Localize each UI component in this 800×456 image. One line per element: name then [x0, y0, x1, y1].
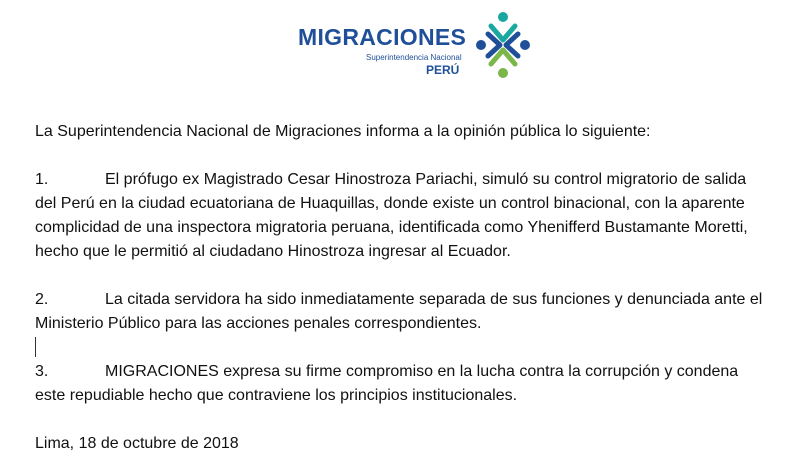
numbered-item-1 — [35, 168, 765, 264]
text-cursor — [35, 337, 36, 357]
item-number: 1. — [35, 171, 49, 188]
numbered-item-2 — [35, 288, 765, 336]
communique-body — [35, 120, 765, 456]
migraciones-star-people-logo-icon — [474, 10, 532, 80]
logo-name: MIGRACIONES — [298, 24, 467, 50]
item-text: El prófugo ex Magistrado Cesar Hinostroza Pariachi, simuló su control migratorio de salida del Perú en la ciudad ecuatoriana de Huaquillas, donde existe un control binacional, con la aparente complicidad de una inspectora migratoria peruana, identificada como Yhenifferd Bustamante Moretti, hecho que le permitió al ciudadano Hinostroza ingresar al Ecuador. — [35, 171, 748, 260]
item-number: 2. — [35, 291, 49, 308]
numbered-item-3 — [35, 360, 765, 408]
item-text: MIGRACIONES expresa su firme compromiso en la lucha contra la corrupción y condena este repudiable hecho que contraviene los principios institucionales. — [35, 363, 739, 404]
intro-paragraph: La Superintendencia Nacional de Migraciones informa a la opinión pública lo siguiente: — [35, 123, 651, 140]
item-text: La citada servidora ha sido inmediatamente separada de sus funciones y denunciada ante el Ministerio Público para las acciones penales correspondientes. — [35, 291, 763, 332]
logo-country: PERÚ — [426, 63, 460, 77]
logo-subtitle: Superintendencia Nacional — [366, 53, 462, 62]
item-number: 3. — [35, 363, 49, 380]
date-line: Lima, 18 de octubre de 2018 — [35, 435, 239, 452]
migraciones-logo — [298, 10, 538, 82]
